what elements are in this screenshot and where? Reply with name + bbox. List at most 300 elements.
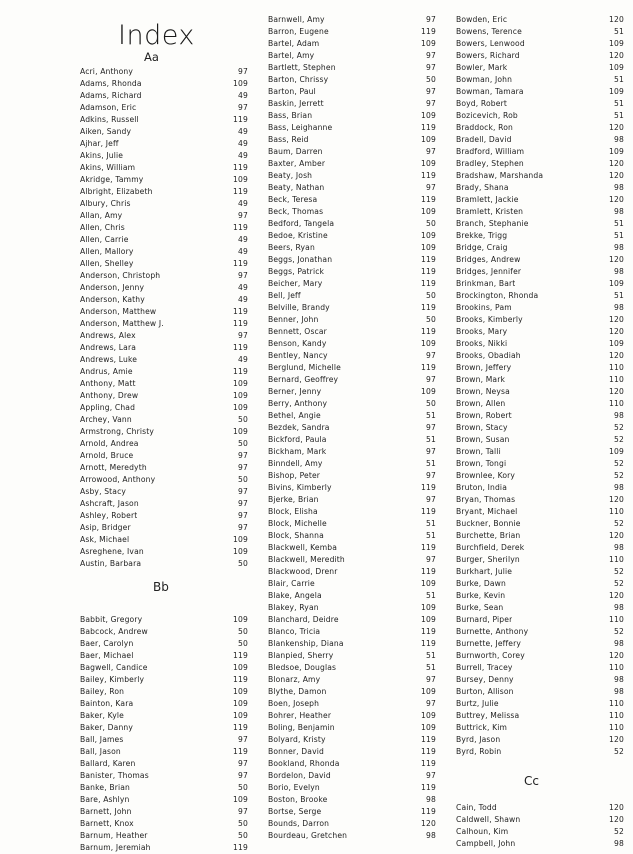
index-section — [268, 14, 436, 842]
index-entry — [268, 518, 436, 530]
index-entry — [268, 338, 436, 350]
entry-page-number: 119 — [233, 259, 248, 268]
entry-page-number: 50 — [238, 819, 248, 828]
entry-page-number: 51 — [614, 219, 624, 228]
entry-name: Bohrer, Heather — [268, 711, 332, 720]
entry-page-number: 109 — [609, 39, 624, 48]
entry-name: Akins, William — [80, 163, 136, 172]
entry-page-number: 109 — [233, 711, 248, 720]
entry-name: Blake, Angela — [268, 591, 322, 600]
entry-page-number: 98 — [614, 183, 624, 192]
entry-name: Andrews, Alex — [80, 331, 136, 340]
index-entry — [80, 510, 248, 522]
index-entry — [456, 566, 624, 578]
entry-page-number: 109 — [609, 147, 624, 156]
index-entry — [268, 602, 436, 614]
entry-name: Asreghene, Ivan — [80, 547, 144, 556]
index-entry — [268, 242, 436, 254]
index-entry — [456, 362, 624, 374]
entry-name: Bowers, Richard — [456, 51, 520, 60]
index-entry — [268, 434, 436, 446]
entry-page-number: 50 — [238, 475, 248, 484]
index-entry — [456, 26, 624, 38]
index-entry — [80, 638, 248, 650]
entry-page-number: 109 — [609, 63, 624, 72]
index-entry — [268, 350, 436, 362]
entry-page-number: 119 — [421, 783, 436, 792]
index-entry — [268, 218, 436, 230]
entry-page-number: 109 — [609, 279, 624, 288]
section-letter: Cc — [524, 774, 539, 788]
entry-name: Allen, Chris — [80, 223, 125, 232]
entry-name: Bennett, Oscar — [268, 327, 327, 336]
entry-page-number: 98 — [614, 603, 624, 612]
entry-page-number: 97 — [426, 555, 436, 564]
entry-name: Bordelon, David — [268, 771, 331, 780]
index-entry — [456, 814, 624, 826]
entry-page-number: 110 — [609, 711, 624, 720]
index-entry — [268, 362, 436, 374]
index-entry — [80, 378, 248, 390]
entry-page-number: 109 — [421, 723, 436, 732]
entry-name: Beggs, Jonathan — [268, 255, 333, 264]
entry-name: Bartel, Adam — [268, 39, 320, 48]
entry-page-number: 120 — [609, 327, 624, 336]
entry-page-number: 109 — [421, 615, 436, 624]
entry-page-number: 119 — [421, 543, 436, 552]
entry-page-number: 49 — [238, 247, 248, 256]
entry-page-number: 98 — [614, 639, 624, 648]
entry-page-number: 97 — [426, 63, 436, 72]
entry-name: Brookins, Pam — [456, 303, 512, 312]
entry-name: Bartlett, Stephen — [268, 63, 336, 72]
entry-page-number: 119 — [233, 307, 248, 316]
entry-name: Babcock, Andrew — [80, 627, 148, 636]
index-entry — [80, 818, 248, 830]
entry-name: Akins, Julie — [80, 151, 124, 160]
entry-name: Blanpied, Sherry — [268, 651, 334, 660]
entry-name: Campbell, John — [456, 839, 516, 848]
index-entry — [268, 158, 436, 170]
index-entry — [456, 182, 624, 194]
entry-page-number: 109 — [421, 231, 436, 240]
entry-name: Beers, Ryan — [268, 243, 315, 252]
entry-name: Bjerke, Brian — [268, 495, 319, 504]
index-entry — [456, 242, 624, 254]
entry-name: Blackwood, Drenr — [268, 567, 338, 576]
entry-name: Benson, Kandy — [268, 339, 327, 348]
entry-name: Baer, Carolyn — [80, 639, 134, 648]
entry-name: Bickham, Mark — [268, 447, 327, 456]
entry-name: Ask, Michael — [80, 535, 130, 544]
entry-name: Akridge, Tammy — [80, 175, 144, 184]
entry-page-number: 109 — [609, 87, 624, 96]
entry-page-number: 109 — [233, 615, 248, 624]
index-entry — [80, 462, 248, 474]
index-entry — [80, 486, 248, 498]
entry-page-number: 119 — [421, 123, 436, 132]
entry-page-number: 119 — [233, 343, 248, 352]
entry-name: Andrews, Luke — [80, 355, 138, 364]
entry-page-number: 97 — [426, 471, 436, 480]
entry-page-number: 51 — [614, 231, 624, 240]
index-entry — [268, 542, 436, 554]
index-entry — [456, 674, 624, 686]
index-entry — [268, 710, 436, 722]
entry-page-number: 97 — [426, 375, 436, 384]
index-entry — [268, 14, 436, 26]
entry-name: Bowler, Mark — [456, 63, 508, 72]
entry-name: Baker, Kyle — [80, 711, 124, 720]
index-entry — [456, 278, 624, 290]
index-entry — [456, 146, 624, 158]
entry-name: Byrd, Jason — [456, 735, 501, 744]
index-entry — [456, 722, 624, 734]
index-entry — [456, 422, 624, 434]
entry-name: Allen, Carrie — [80, 235, 129, 244]
entry-page-number: 51 — [426, 459, 436, 468]
entry-page-number: 98 — [614, 543, 624, 552]
index-entry — [80, 842, 248, 854]
index-entry — [268, 554, 436, 566]
entry-page-number: 98 — [614, 303, 624, 312]
entry-page-number: 109 — [233, 391, 248, 400]
index-entry — [268, 98, 436, 110]
entry-page-number: 120 — [609, 315, 624, 324]
entry-name: Brown, Allen — [456, 399, 506, 408]
entry-page-number: 97 — [238, 511, 248, 520]
entry-page-number: 109 — [421, 39, 436, 48]
entry-name: Beaty, Nathan — [268, 183, 325, 192]
entry-name: Baer, Michael — [80, 651, 134, 660]
index-entry — [456, 530, 624, 542]
index-entry — [80, 114, 248, 126]
entry-page-number: 52 — [614, 471, 624, 480]
index-entry — [268, 806, 436, 818]
entry-name: Brockington, Rhonda — [456, 291, 539, 300]
entry-page-number: 51 — [426, 663, 436, 672]
entry-page-number: 109 — [421, 711, 436, 720]
entry-page-number: 97 — [426, 147, 436, 156]
entry-page-number: 119 — [421, 279, 436, 288]
entry-name: Blackwell, Meredith — [268, 555, 345, 564]
entry-page-number: 98 — [614, 483, 624, 492]
entry-name: Bradell, David — [456, 135, 512, 144]
index-entry — [80, 498, 248, 510]
entry-name: Bailey, Ron — [80, 687, 125, 696]
index-entry — [456, 326, 624, 338]
index-entry — [456, 686, 624, 698]
entry-name: Brown, Robert — [456, 411, 512, 420]
entry-name: Archey, Vann — [80, 415, 132, 424]
index-entry — [268, 746, 436, 758]
entry-name: Adams, Richard — [80, 91, 142, 100]
index-entry — [456, 434, 624, 446]
entry-name: Bridge, Craig — [456, 243, 508, 252]
entry-page-number: 109 — [609, 339, 624, 348]
index-entry — [268, 578, 436, 590]
entry-page-number: 51 — [426, 435, 436, 444]
index-entry — [268, 626, 436, 638]
index-entry — [456, 302, 624, 314]
index-entry — [268, 674, 436, 686]
index-entry — [456, 110, 624, 122]
entry-name: Bowden, Eric — [456, 15, 508, 24]
entry-name: Brown, Susan — [456, 435, 510, 444]
entry-name: Bartel, Amy — [268, 51, 315, 60]
index-entry — [268, 734, 436, 746]
entry-name: Beicher, Mary — [268, 279, 323, 288]
entry-name: Bivins, Kimberly — [268, 483, 332, 492]
entry-page-number: 120 — [609, 495, 624, 504]
section-heading — [80, 570, 248, 614]
index-entry — [268, 662, 436, 674]
index-entry — [80, 794, 248, 806]
index-entry — [268, 326, 436, 338]
index-entry — [268, 482, 436, 494]
entry-page-number: 119 — [421, 363, 436, 372]
entry-name: Brady, Shana — [456, 183, 509, 192]
entry-name: Brooks, Obadiah — [456, 351, 521, 360]
entry-page-number: 110 — [609, 663, 624, 672]
entry-name: Brekke, Trigg — [456, 231, 508, 240]
entry-name: Burkhart, Julie — [456, 567, 513, 576]
index-entry — [268, 638, 436, 650]
entry-name: Anderson, Matthew J. — [80, 319, 164, 328]
entry-name: Barton, Paul — [268, 87, 316, 96]
entry-name: Baxter, Amber — [268, 159, 326, 168]
index-entry — [456, 98, 624, 110]
entry-name: Brown, Neysa — [456, 387, 510, 396]
entry-page-number: 50 — [426, 291, 436, 300]
entry-page-number: 119 — [421, 735, 436, 744]
entry-page-number: 109 — [421, 687, 436, 696]
index-entry — [268, 494, 436, 506]
index-entry — [268, 182, 436, 194]
entry-name: Byrd, Robin — [456, 747, 502, 756]
entry-page-number: 51 — [426, 651, 436, 660]
index-entry — [456, 218, 624, 230]
index-entry — [456, 602, 624, 614]
entry-name: Burtz, Julie — [456, 699, 499, 708]
entry-name: Brown, Tongi — [456, 459, 507, 468]
index-entry — [268, 122, 436, 134]
index-entry — [456, 62, 624, 74]
entry-name: Albury, Chris — [80, 199, 131, 208]
entry-name: Adams, Rhonda — [80, 79, 142, 88]
index-entry — [80, 746, 248, 758]
index-entry — [456, 698, 624, 710]
index-entry — [268, 770, 436, 782]
index-entry — [456, 194, 624, 206]
index-entry — [80, 246, 248, 258]
index-entry — [80, 234, 248, 246]
index-entry — [268, 374, 436, 386]
index-entry — [456, 614, 624, 626]
entry-page-number: 119 — [233, 843, 248, 852]
entry-name: Bailey, Kimberly — [80, 675, 145, 684]
index-entry — [456, 458, 624, 470]
entry-name: Ball, James — [80, 735, 124, 744]
entry-name: Beggs, Patrick — [268, 267, 325, 276]
entry-page-number: 109 — [233, 687, 248, 696]
entry-name: Bentley, Nancy — [268, 351, 328, 360]
entry-name: Blonarz, Amy — [268, 675, 321, 684]
entry-name: Baum, Darren — [268, 147, 323, 156]
index-entry — [268, 446, 436, 458]
entry-page-number: 98 — [614, 135, 624, 144]
index-entry — [80, 102, 248, 114]
entry-page-number: 120 — [609, 171, 624, 180]
index-entry — [80, 674, 248, 686]
entry-page-number: 52 — [614, 579, 624, 588]
index-entry — [80, 162, 248, 174]
entry-name: Bedford, Tangela — [268, 219, 335, 228]
entry-page-number: 52 — [614, 435, 624, 444]
entry-name: Blythe, Damon — [268, 687, 327, 696]
entry-name: Bradford, William — [456, 147, 525, 156]
entry-page-number: 49 — [238, 295, 248, 304]
entry-page-number: 51 — [614, 27, 624, 36]
entry-name: Belville, Brandy — [268, 303, 330, 312]
index-entry — [456, 74, 624, 86]
entry-name: Burton, Allison — [456, 687, 514, 696]
index-entry — [80, 318, 248, 330]
entry-name: Aiken, Sandy — [80, 127, 132, 136]
index-entry — [80, 734, 248, 746]
entry-name: Brooks, Kimberly — [456, 315, 523, 324]
entry-name: Bolyard, Kristy — [268, 735, 326, 744]
entry-name: Beaty, Josh — [268, 171, 313, 180]
index-entry — [268, 782, 436, 794]
entry-page-number: 109 — [233, 403, 248, 412]
entry-name: Benner, John — [268, 315, 319, 324]
entry-page-number: 97 — [238, 499, 248, 508]
entry-name: Barron, Eugene — [268, 27, 329, 36]
index-entry — [80, 270, 248, 282]
entry-name: Bramlett, Kristen — [456, 207, 524, 216]
index-entry — [268, 38, 436, 50]
index-entry — [456, 482, 624, 494]
index-entry — [268, 110, 436, 122]
index-entry — [268, 794, 436, 806]
entry-page-number: 109 — [421, 159, 436, 168]
entry-name: Barton, Chrissy — [268, 75, 329, 84]
entry-page-number: 49 — [238, 199, 248, 208]
entry-page-number: 97 — [426, 771, 436, 780]
entry-page-number: 97 — [426, 675, 436, 684]
entry-name: Andrus, Amie — [80, 367, 133, 376]
entry-name: Berner, Jenny — [268, 387, 322, 396]
index-entry — [80, 294, 248, 306]
entry-name: Ballard, Karen — [80, 759, 136, 768]
index-entry — [268, 62, 436, 74]
entry-name: Burnworth, Corey — [456, 651, 525, 660]
index-entry — [80, 830, 248, 842]
index-entry — [456, 254, 624, 266]
index-entry — [268, 422, 436, 434]
index-entry — [80, 354, 248, 366]
entry-name: Bass, Leighanne — [268, 123, 333, 132]
index-entry — [456, 746, 624, 758]
section-letter: Bb — [153, 580, 169, 594]
index-entry — [80, 138, 248, 150]
index-entry — [456, 494, 624, 506]
entry-name: Ball, Jason — [80, 747, 121, 756]
entry-name: Burnette, Anthony — [456, 627, 529, 636]
index-entry — [80, 782, 248, 794]
entry-page-number: 50 — [426, 75, 436, 84]
entry-name: Acri, Anthony — [80, 67, 133, 76]
entry-name: Anthony, Matt — [80, 379, 136, 388]
entry-name: Arnold, Andrea — [80, 439, 139, 448]
entry-page-number: 97 — [426, 447, 436, 456]
entry-name: Brooks, Nikki — [456, 339, 508, 348]
entry-page-number: 52 — [614, 747, 624, 756]
index-entry — [268, 458, 436, 470]
index-entry — [456, 638, 624, 650]
entry-page-number: 120 — [609, 531, 624, 540]
entry-page-number: 109 — [233, 699, 248, 708]
index-entry — [80, 282, 248, 294]
entry-page-number: 119 — [421, 627, 436, 636]
entry-page-number: 52 — [614, 567, 624, 576]
entry-name: Barnwell, Amy — [268, 15, 325, 24]
index-entry — [80, 546, 248, 558]
entry-page-number: 98 — [614, 675, 624, 684]
index-entry — [80, 438, 248, 450]
entry-name: Bethel, Angie — [268, 411, 321, 420]
entry-name: Andrews, Lara — [80, 343, 137, 352]
entry-page-number: 120 — [609, 255, 624, 264]
entry-page-number: 97 — [238, 271, 248, 280]
entry-name: Boyd, Robert — [456, 99, 507, 108]
entry-page-number: 120 — [609, 387, 624, 396]
entry-name: Bare, Ashlyn — [80, 795, 130, 804]
index-entry — [268, 758, 436, 770]
index-entry — [80, 722, 248, 734]
entry-page-number: 49 — [238, 235, 248, 244]
entry-name: Braddock, Ron — [456, 123, 514, 132]
entry-page-number: 120 — [609, 195, 624, 204]
entry-page-number: 120 — [609, 15, 624, 24]
index-entry — [268, 818, 436, 830]
entry-page-number: 98 — [614, 243, 624, 252]
entry-name: Barnum, Heather — [80, 831, 148, 840]
index-entry — [456, 50, 624, 62]
entry-name: Bonner, David — [268, 747, 324, 756]
entry-name: Bridges, Jennifer — [456, 267, 522, 276]
entry-page-number: 50 — [238, 831, 248, 840]
entry-page-number: 119 — [233, 675, 248, 684]
entry-page-number: 109 — [421, 579, 436, 588]
entry-page-number: 52 — [614, 627, 624, 636]
entry-page-number: 97 — [426, 351, 436, 360]
index-entry — [80, 710, 248, 722]
entry-page-number: 51 — [614, 75, 624, 84]
entry-name: Bernard, Geoffrey — [268, 375, 339, 384]
index-entry — [80, 186, 248, 198]
entry-page-number: 110 — [609, 363, 624, 372]
index-section — [456, 14, 624, 758]
index-entry — [456, 410, 624, 422]
entry-name: Bowman, Tamara — [456, 87, 524, 96]
entry-name: Ashcraft, Jason — [80, 499, 139, 508]
entry-page-number: 51 — [614, 291, 624, 300]
entry-name: Bell, Jeff — [268, 291, 301, 300]
entry-page-number: 49 — [238, 283, 248, 292]
entry-name: Adkins, Russell — [80, 115, 139, 124]
